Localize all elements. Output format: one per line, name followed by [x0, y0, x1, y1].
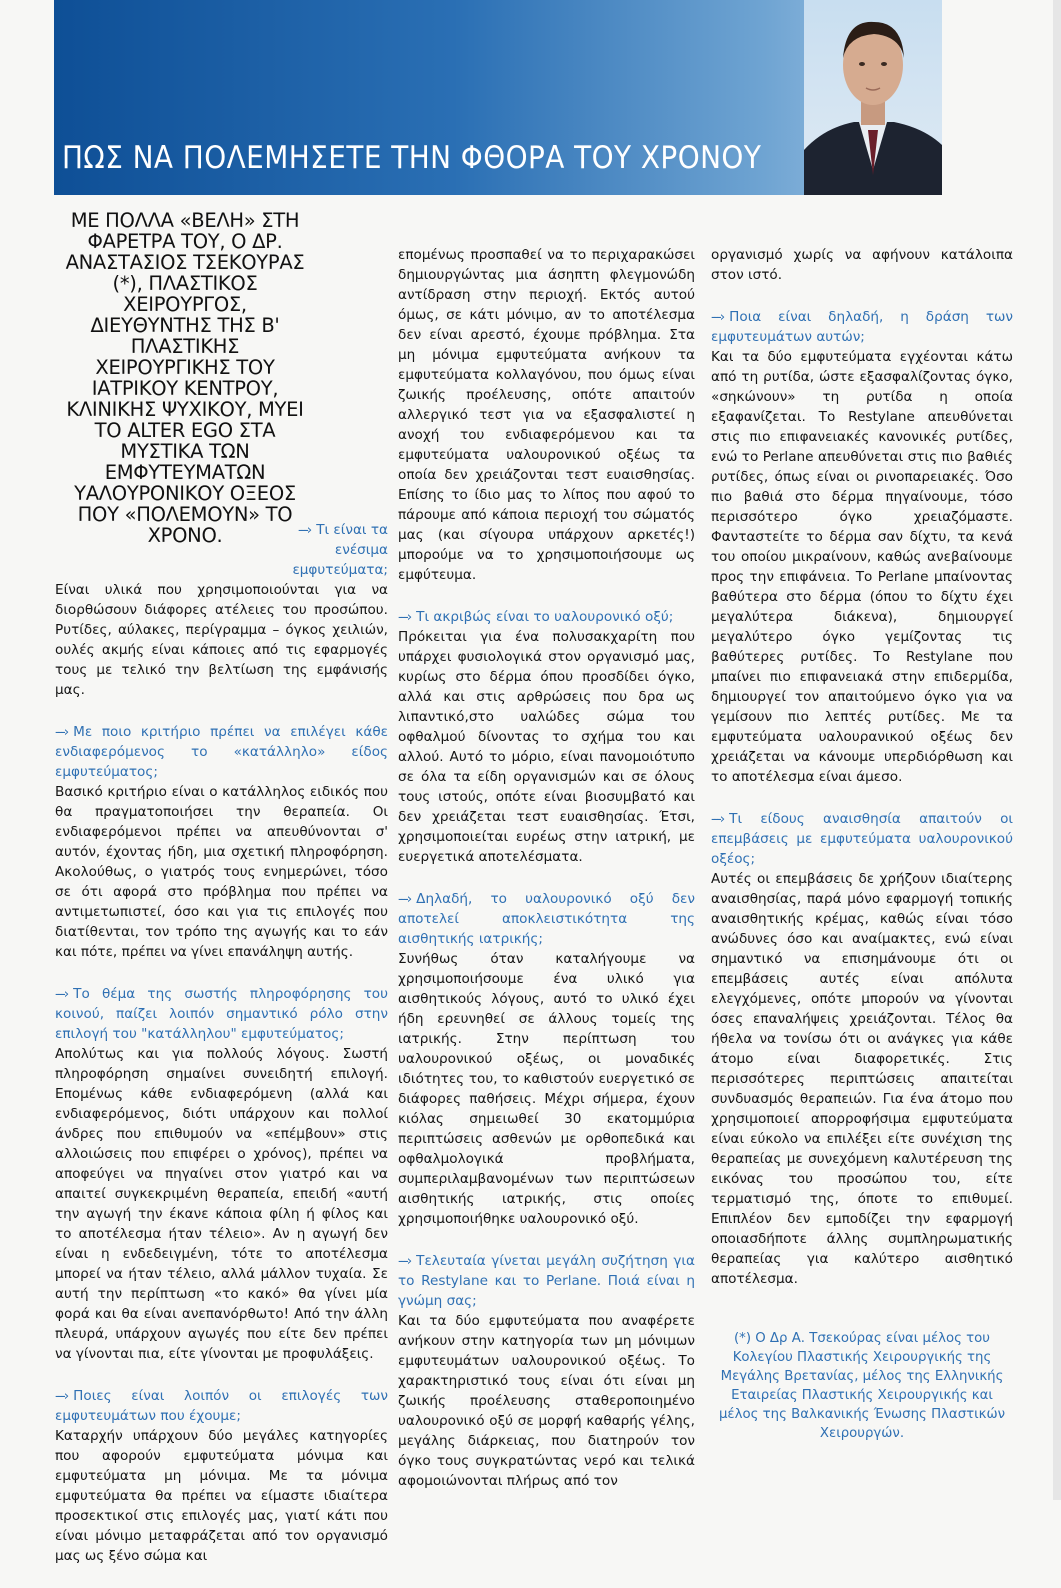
question-9: ---› Τι είδους αναισθησία απαιτούν οι επεμβάσεις με εμφυτεύματα υαλουρονικού οξέος; — [711, 811, 1013, 867]
page-edge — [1053, 0, 1061, 1500]
question-5: ---› Τι ακριβώς είναι το υαλουρονικό οξύ; — [398, 609, 674, 625]
question-6: ---› Δηλαδή, το υαλουρονικό οξύ δεν αποτελεί αποκλειστικότητα της αισθητικής ιατρικής; — [398, 891, 695, 947]
answer-7: Και τα δύο εμφυτεύματα που αναφέρετε ανήκουν στην κατηγορία των μη μόνιμων εμφυτευμάτων υαλουρονικού οξέως. Το χαρακτηριστικό τους είναι ότι είναι μη ζωικής προέλευσης σταθεροποιημένο υαλουρονικό οξύ σε μορφή καθαρής γέλης, μεγάλης διάρκειας, που διατηρούν τον όγκο τους συγκρατώντας νερό και τελικά αφομοιώνονται πλήρως από τον — [398, 1313, 695, 1489]
question-2: ---› Με ποιο κριτήριο πρέπει να επιλέγει κάθε ενδιαφερόμενος το «κατάλληλο» είδος εμφυτεύματος; — [55, 724, 388, 780]
arrow-icon: ---› — [55, 724, 68, 740]
answer-7-continued: οργανισμό χωρίς να αφήνουν κατάλοιπα στον ιστό. — [711, 247, 1013, 283]
answer-9: Αυτές οι επεμβάσεις δε χρήζουν ιδιαίτερης αναισθησίας, παρά μόνο εφαρμογή τοπικής αναισθητικής κρέμας, καθώς είναι τόσο ανώδυνες όσο και αναίμακτες, ενώ είναι σημαντικό να επισημάνουμε ότι οι επεμβάσεις αυτές είναι απόλυτα ελεγχόμενες, οπότε μπορούν να γίνονται όσες επαναλήψεις χρειάζονται. Τέλος θα ήθελα να τονίσω ότι οι ανάγκες για κάθε άτομο είναι διαφορετικές. Στις περισσότερες περιπτώσεις απαιτείται συνδυασμός θεραπειών. Για ένα άτομο που χρησιμοποιεί απορροφήσιμα εμφυτεύματα είναι εύκολο να επιλέξει είτε συνέχιση της θεραπείας με συνεχόμενη καλυτέρευση της εικόνας του προσώπου του, είτε τερματισμό της, όποτε το επιθυμεί. Επιπλέον δεν εμποδίζει την εφαρμογή οποιασδήποτε άλλης συμπληρωματικής θεραπείας για καλύτερο αισθητικό αποτέλεσμα. — [711, 871, 1013, 1287]
answer-4-continued: επομένως προσπαθεί να το περιχαρακώσει δημιουργώντας μια άσηπτη φλεγμονώδη αντίδραση στην περιοχή. Εκτός αυτού όμως, σε κάτι μόνιμο, αν το αποτέλεσμα δεν είναι αρεστό, έχουμε πρόβλημα. Στα μη μόνιμα εμφυτεύματα ανήκουν τα εμφυτεύματα κολλαγόνου, που όμως είναι ζωικής προέλευσης, οπότε απαιτούν αλλεργικό τεστ για να εξασφαλιστεί η ανοχή του ενδιαφερόμενου και τα εμφυτεύματα υαλουρονικού οξέως τα οποία δεν χρειάζονται τεστ ευαισθησίας. Επίσης το ίδιο μας το λίπος που αφού το πάρουμε από κάποια περιοχή του σώματός μας (και σίγουρα υπάρχουν αρκετές!) μπορούμε να το χρησιμοποιήσουμε ως εμφύτευμα. — [398, 247, 695, 583]
answer-5: Πρόκειται για ένα πολυσακχαρίτη που υπάρχει φυσιολογικά στον οργανισμό μας, κυρίως στο δέρμα όπου προσδίδει όγκο, αλλά και στις αρθρώσεις που δρα ως λιπαντικό,στο υαλώδες σώμα του οφθαλμού δίνοντας το σχήμα του και αλλού. Αυτό το μόριο, είναι πανομοιότυπο σε όλα τα είδη οργανισμών και σε όλους τους ιστούς, οπότε είναι βιοσυμβατό και δεν χρειάζεται τεστ ευαισθησίας. Έτσι, χρησιμοποιείται ευρέως στην ιατρική, με ευεργετικά αποτελέσματα. — [398, 629, 695, 865]
answer-4: Καταρχήν υπάρχουν δύο μεγάλες κατηγορίες που αφορούν εμφυτεύματα μόνιμα και εμφυτεύματα μη μόνιμα. Με τα μόνιμα εμφυτεύματα θα πρέπει να είμαστε ιδιαίτερα προσεκτικοί στις επιλογές μας, γιατί κάτι που είναι μόνιμο μεταφράζεται από τον οργανισμό μας ως ξένο σώμα και — [55, 1428, 388, 1564]
header-banner — [54, 0, 942, 195]
arrow-icon: ---› — [398, 891, 411, 907]
question-1: ---› Τι είναι τα ενέσιμα εμφυτεύματα; — [292, 522, 388, 578]
answer-8: Και τα δύο εμφυτεύματα εγχέονται κάτω από τη ρυτίδα, ώστε εξασφαλίζοντας όγκο, «σηκώνουν» τη ρυτίδα η οποία εξαφανίζεται. Το Restylane απευθύνεται στις πιο επιφανειακές κανονικές ρυτίδες, ενώ το Perlane απευθύνεται στις πιο βαθιές ρυτίδες, όπως είναι οι ρινοπαρειακές. Όσο πιο βαθιά στο δέρμα πηγαίνουμε, τόσο περισσότερο όγκο χρειαζόμαστε. Φανταστείτε το δέρμα σαν δίχτυ, τα κενά του οποίου μικραίνουν, καθώς ανεβαίνουμε προς την επιφάνεια. Το Perlane μπαίνοντας βαθύτερα στο δέρμα (όπου το δίχτυ έχει μεγαλύτερα διάκενα), δημιουργεί μεγαλύτερο όγκο γεμίζοντας τις βαθύτερες ρυτίδες. Το Restylane που μπαίνει πιο επιφανειακά στην επιδερμίδα, δημιουργεί τον απαιτούμενο όγκο για να γεμίσουν πιο λεπτές ρυτίδες. Με τα εμφυτεύματα υαλουρανικού οξέως δεν χρειάζεται να κάνουμε υπερδιόρθωση και το αποτέλεσμα είναι άμεσο. — [711, 349, 1013, 785]
arrow-icon: ---› — [711, 811, 724, 827]
arrow-icon: ---› — [398, 609, 411, 625]
answer-1: Είναι υλικά που χρησιμοποιούνται για να διορθώσουν διάφορες ατέλειες του προσώπου. Ρυτίδες, αύλακες, περίγραμμα – όγκος χειλιών, ουλές ακμής είναι κάποιες από τις εφαρμογές τους με τελικό την βελτίωση της εμφάνισής μας. — [55, 582, 388, 698]
column-1 — [55, 210, 388, 1588]
question-4: ---› Ποιες είναι λοιπόν οι επιλογές των εμφυτευμάτων που έχουμε; — [55, 1388, 388, 1424]
question-3: ---› Το θέμα της σωστής πληροφόρησης του κοινού, παίζει λοιπόν σημαντικό ρόλο στην επιλογή του "κατάλληλου" εμφυτεύματος; — [55, 986, 388, 1042]
arrow-icon: ---› — [298, 522, 311, 538]
portrait-photo — [804, 0, 942, 195]
arrow-icon: ---› — [55, 1388, 68, 1404]
article-title: ΠΩΣ ΝΑ ΠΟΛΕΜΗΣΕΤΕ ΤΗΝ ΦΘΟΡΑ ΤΟΥ ΧΡΟΝΟΥ — [62, 140, 762, 176]
arrow-icon: ---› — [398, 1253, 411, 1269]
answer-6: Συνήθως όταν καταλήγουμε να χρησιμοποιήσουμε ένα υλικό για αισθητικούς λόγους, αυτό το υλικό έχει ήδη ερευνηθεί σε άλλους τομείς της ιατρικής. Στην περίπτωση του υαλουρονικού οξέως, οι μοναδικές ιδιότητες του, το καθιστούν ευεργετικό σε διάφορες παθήσεις. Μέχρι σήμερα, έχουν κιόλας σημειωθεί 30 εκατομμύρια περιπτώσεις ασθενών με ορθοπεδικά και οφθαλμολογικά προβλήματα, συμπεριλαμβανομένων των περιπτώσεων αισθητικής ιατρικής, στις οποίες χρησιμοποιήθηκε υαλουρονικό οξύ. — [398, 951, 695, 1227]
arrow-icon: ---› — [711, 309, 724, 325]
column-2 — [398, 245, 695, 1513]
question-7: ---› Τελευταία γίνεται μεγάλη συζήτηση για το Restylane και το Perlane. Ποιά είναι η γνώμη σας; — [398, 1253, 695, 1309]
question-8: ---› Ποια είναι δηλαδή, η δράση των εμφυτευμάτων αυτών; — [711, 309, 1013, 345]
lede-intro: ΜΕ ΠΟΛΛΑ «ΒΕΛΗ» ΣΤΗ ΦΑΡΕΤΡΑ ΤΟΥ, Ο ΔΡ. ΑΝΑΣΤΑΣΙΟΣ ΤΣΕΚΟΥΡΑΣ (*), ΠΛΑΣΤΙΚΟΣ ΧΕΙΡΟΥΡΓΟΣ, ΔΙΕΥΘΥΝΤΗΣ ΤΗΣ Β' ΠΛΑΣΤΙΚΗΣ ΧΕΙΡΟΥΡΓΙΚΗΣ ΤΟΥ ΙΑΤΡΙΚΟΥ ΚΕΝΤΡΟΥ, ΚΛΙΝΙΚΗΣ ΨΥΧΙΚΟΥ, ΜΥΕΙ ΤΟ ALTER EGO ΣΤΑ ΜΥΣΤΙΚΑ ΤΩΝ ΕΜΦΥΤΕΥΜΑΤΩΝ ΥΑΛΟΥΡΟΝΙΚΟΥ ΟΞΕΟΣ ΠΟΥ «ΠΟΛΕΜΟΥΝ» ΤΟ ΧΡΟΝΟ. — [65, 209, 305, 547]
arrow-icon: ---› — [55, 986, 68, 1002]
author-footnote: (*) Ο Δρ Α. Τσεκούρας είναι μέλος του Κολεγίου Πλαστικής Χειρουργικής της Μεγάλης Βρετανίας, μέλος της Ελληνικής Εταιρείας Πλαστικής Χειρουργικής και μέλος της Βαλκανικής Ένωσης Πλαστικών Χειρουργών. — [718, 1331, 1006, 1441]
column-3 — [711, 245, 1013, 1443]
answer-2: Βασικό κριτήριο είναι ο κατάλληλος ειδικός που θα πραγματοποιήσει την θεραπεία. Οι ενδιαφερόμενοι πρέπει να απευθύνονται σ' αυτόν, έχοντας ήδη, μια σχετική πληροφόρηση. Ακολούθως, ο γιατρός τους ενημερώνει, τόσο σε ότι αφορά στο πρόβλημα που πρέπει να αντιμετωπιστεί, όσο και για τις επιλογές που διατίθενται, τον τρόπο της αγωγής και το εάν και πότε, πρέπει να γίνει επανάληψη αυτής. — [55, 784, 388, 960]
answer-3: Απολύτως και για πολλούς λόγους. Σωστή πληροφόρηση σημαίνει συνειδητή επιλογή. Επομένως κάθε ενδιαφερόμενη (αλλά και ενδιαφερόμενος, διότι υπάρχουν και πολλοί άνδρες που επιθυμούν να «επέμβουν» στις αλλοιώσεις που επιφέρει ο χρόνος), πρέπει να αποφεύγει να πηγαίνει στον γιατρό και να απαιτεί συγκεκριμένη θεραπεία, επειδή «αυτή την αγωγή την έκανε κάποια φίλη ή φίλος και το αποτέλεσμα ήταν τέλειο». Αν η αγωγή δεν είναι η ενδεδειγμένη, τότε το αποτέλεσμα μπορεί να ήταν τέλειο, αλλά μάλλον τυχαία. Σε αυτή την περίπτωση «το κακό» θα γίνει μία φορά και θα είναι ανεπανόρθωτο! Από την άλλη πλευρά, υπάρχουν αγωγές που είτε δεν πρέπει να γίνονται πια, είτε γίνονται με προφυλάξεις. — [55, 1046, 388, 1362]
